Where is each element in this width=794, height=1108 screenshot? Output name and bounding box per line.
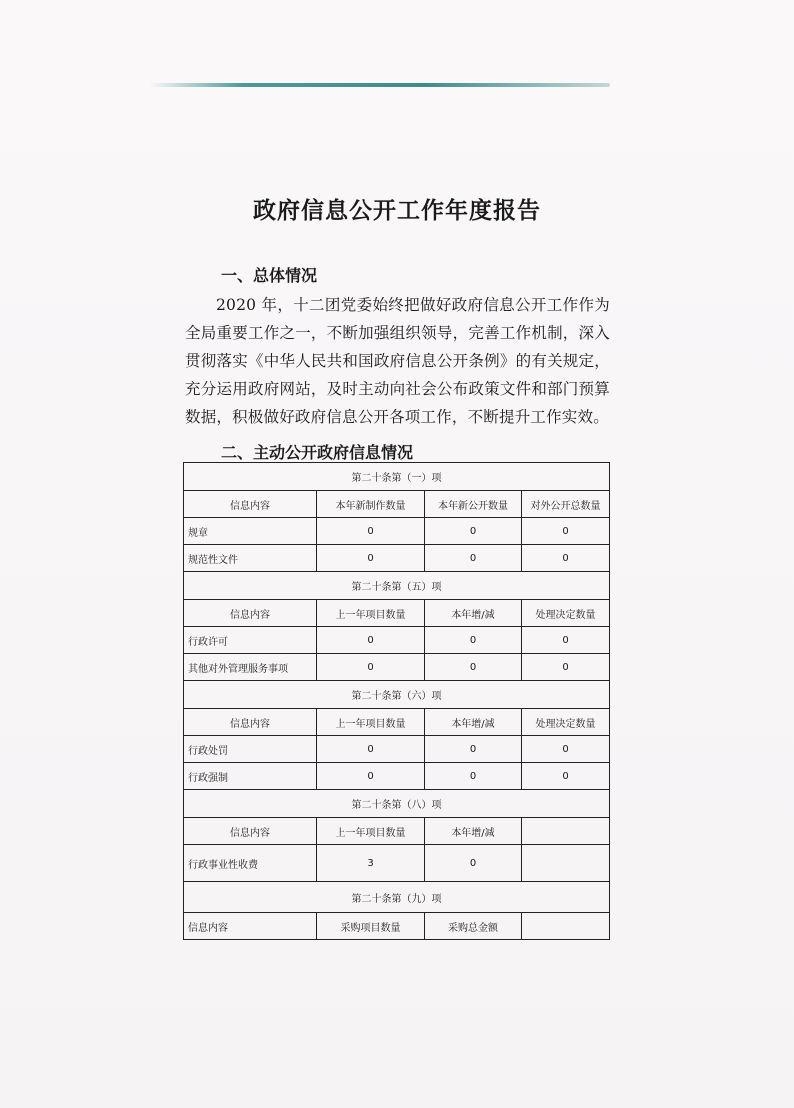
value-cell: 0 <box>317 545 425 572</box>
header-cell: 信息内容 <box>184 491 317 518</box>
value-cell: 0 <box>522 736 610 763</box>
table-row <box>184 736 610 763</box>
value-cell: 0 <box>317 763 425 790</box>
table-row <box>184 518 610 545</box>
section-title: 第二十条第（九）项 <box>184 882 610 913</box>
value-cell: 0 <box>425 518 522 545</box>
header-cell <box>522 818 610 845</box>
table-header-row <box>184 818 610 845</box>
table-section-row <box>184 882 610 913</box>
header-cell: 采购总金额 <box>425 913 522 940</box>
header-cell: 对外公开总数量 <box>522 491 610 518</box>
table-section-row <box>184 463 610 491</box>
value-cell: 0 <box>522 518 610 545</box>
row-label: 行政强制 <box>184 763 317 790</box>
header-cell: 本年增/减 <box>425 600 522 627</box>
table-row <box>184 763 610 790</box>
section-title: 第二十条第（五）项 <box>184 572 610 600</box>
value-cell: 0 <box>522 545 610 572</box>
table-row <box>184 654 610 681</box>
header-cell: 上一年项目数量 <box>317 818 425 845</box>
header-cell: 本年新制作数量 <box>317 491 425 518</box>
table-header-row <box>184 709 610 736</box>
section-heading-overview: 一、总体情况 <box>221 266 318 285</box>
section-title: 第二十条第（八）项 <box>184 790 610 818</box>
header-cell: 上一年项目数量 <box>317 709 425 736</box>
section-heading-active-disclosure: 二、主动公开政府信息情况 <box>221 443 414 462</box>
section-title: 第二十条第（一）项 <box>184 463 610 491</box>
table-row <box>184 545 610 572</box>
value-cell: 0 <box>425 545 522 572</box>
table-row <box>184 627 610 654</box>
value-cell: 0 <box>425 736 522 763</box>
overview-paragraph: 2020 年，十二团党委始终把做好政府信息公开工作作为全局重要工作之一，不断加强组织领导，完善工作机制，深入贯彻落实《中华人民共和国政府信息公开条例》的有关规定，充分运用政府网站，及时主动向社会公布政策文件和部门预算数据，积极做好政府信息公开各项工作，不断提升工作实效。 <box>185 296 610 426</box>
row-label: 行政许可 <box>184 627 317 654</box>
table-header-row <box>184 600 610 627</box>
value-cell: 0 <box>317 627 425 654</box>
value-cell: 0 <box>522 654 610 681</box>
row-label: 规章 <box>184 518 317 545</box>
value-cell: 0 <box>425 627 522 654</box>
header-cell: 本年增/减 <box>425 709 522 736</box>
header-cell: 处理决定数量 <box>522 600 610 627</box>
header-cell: 本年新公开数量 <box>425 491 522 518</box>
row-label: 行政处罚 <box>184 736 317 763</box>
header-cell: 信息内容 <box>184 600 317 627</box>
header-cell: 本年增/减 <box>425 818 522 845</box>
value-cell <box>522 845 610 882</box>
table-section-row <box>184 790 610 818</box>
header-cell: 上一年项目数量 <box>317 600 425 627</box>
value-cell: 0 <box>522 627 610 654</box>
value-cell: 0 <box>317 654 425 681</box>
value-cell: 0 <box>317 518 425 545</box>
row-label: 行政事业性收费 <box>184 845 317 882</box>
header-cell: 信息内容 <box>184 709 317 736</box>
value-cell: 0 <box>317 736 425 763</box>
table-header-row <box>184 491 610 518</box>
row-label: 规范性文件 <box>184 545 317 572</box>
table-section-row <box>184 681 610 709</box>
table-section-row <box>184 572 610 600</box>
disclosure-table <box>183 462 610 940</box>
header-cell: 信息内容 <box>184 913 317 940</box>
table-header-row <box>184 913 610 940</box>
top-decorative-band <box>150 83 610 87</box>
value-cell: 0 <box>425 763 522 790</box>
row-label: 其他对外管理服务事项 <box>184 654 317 681</box>
header-cell: 信息内容 <box>184 818 317 845</box>
header-cell <box>522 913 610 940</box>
table-row <box>184 845 610 882</box>
header-cell: 处理决定数量 <box>522 709 610 736</box>
value-cell: 0 <box>522 763 610 790</box>
value-cell: 3 <box>317 845 425 882</box>
value-cell: 0 <box>425 845 522 882</box>
section-title: 第二十条第（六）项 <box>184 681 610 709</box>
document-title: 政府信息公开工作年度报告 <box>253 198 541 224</box>
value-cell: 0 <box>425 654 522 681</box>
header-cell: 采购项目数量 <box>317 913 425 940</box>
